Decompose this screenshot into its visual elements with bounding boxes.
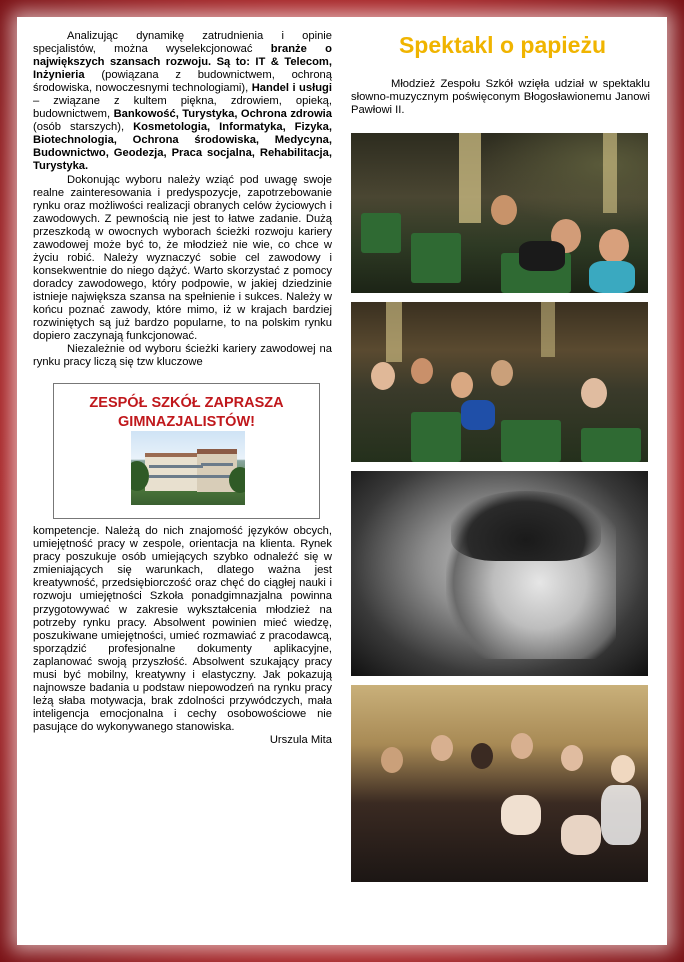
choir-photo <box>351 685 648 882</box>
article-paragraph-3: Niezależnie od wyboru ścieżki kariery zawodowej na rynku pracy liczą się tzw kluczowe <box>33 343 332 369</box>
school-building-photo <box>131 431 245 505</box>
promo-title: ZESPÓŁ SZKÓŁ ZAPRASZA GIMNAZJALISTÓW! <box>89 395 284 431</box>
promo-box <box>53 383 320 519</box>
article-lead: Młodzież Zespołu Szkół wzięła udział w spektaklu słowno-muzycznym poświęconym Błogosławionemu Janowi Pawłowi II. <box>351 78 650 117</box>
audience-photo-2 <box>351 302 648 462</box>
article-paragraph-4: kompetencje. Należą do nich znajomość języków obcych, umiejętność pracy w zespole, orientacja na klienta. Rynek pracy poszukuje osób umiejących szybko odnaleźć się w zmieniających się warunkach, dlatego ważna jest kreatywność, przedsiębiorczość oraz chęć do ciągłej nauki i rozwoju umiejętności Szkoła ponadgimnazjalna powinna przygotowywać w zakresie wykształcenia młodzież na potrzeby rynku pracy. Absolwent powinien mieć wiedzę, poszukiwane umiejętności, umieć rozmawiać z pracodawcą, sporządzić profesjonalne dokumenty aplikacyjne, zaplanować swoją przyszłość. Absolwent szukający pracy musi być mobilny, kreatywny i elastyczny. Jak pokazują najnowsze badania u podstaw niepowodzeń na rynku pracy leżą słaba motywacja, brak zdolności przywódczych, mała inteligencja emocjonalna i cechy osobowościowe nie pasujące do wykonywanego stanowiska. <box>33 525 332 733</box>
side-column <box>351 30 650 117</box>
article-column <box>33 30 332 747</box>
portrait-photo <box>351 471 648 676</box>
audience-photo-1 <box>351 133 648 293</box>
author-signature: Urszula Mita <box>269 733 332 746</box>
article-title: Spektakl o papieżu <box>398 32 607 58</box>
article-paragraph-2: Dokonując wyboru należy wziąć pod uwagę swoje realne zainteresowania i predyspozycje, zapotrzebowanie rynku oraz możliwości realizacji obranych celów życiowych i zawodowych. Z pewnością nie jest to łatwe zadanie. Dużą przeszkodą w owocnych wyborach ścieżki rozwoju kariery zawodowej może być to, że młodzież nie wie, co chce w życiu robić. Należy wyznaczyć sobie cel zawodowy i konsekwentnie do niego dążyć. Warto skorzystać z pomocy doradcy zawodowego, który podpowie, w jakiej dziedzinie istnieje największa szansa na spełnienie i sukces. Należy w końcu poznać zawody, które mimo, iż w krajach bardziej rozwiniętych są już bardzo popularne, to na polskim rynku dopiero zaczynają funkcjonować. <box>33 173 332 343</box>
article-paragraph-1: Analizując dynamikę zatrudnienia i opinie specjalistów, można wyselekcjonować branże o największych szansach rozwoju. Są to: IT & Telecom, Inżynieria (powiązana z budownictwem, ochroną środowiska, nowoczesnymi technologiami), Handel i usługi – związane z kultem piękna, zdrowiem, opieką, budownictwem, Bankowość, Turystyka, Ochrona zdrowia (osób starszych), Kosmetologia, Informatyka, Fizyka, Biotechnologia, Ochrona środowiska, Medycyna, Budownictwo, Geodezja, Praca socjalna, Rehabilitacja, Turystyka. <box>33 30 332 173</box>
